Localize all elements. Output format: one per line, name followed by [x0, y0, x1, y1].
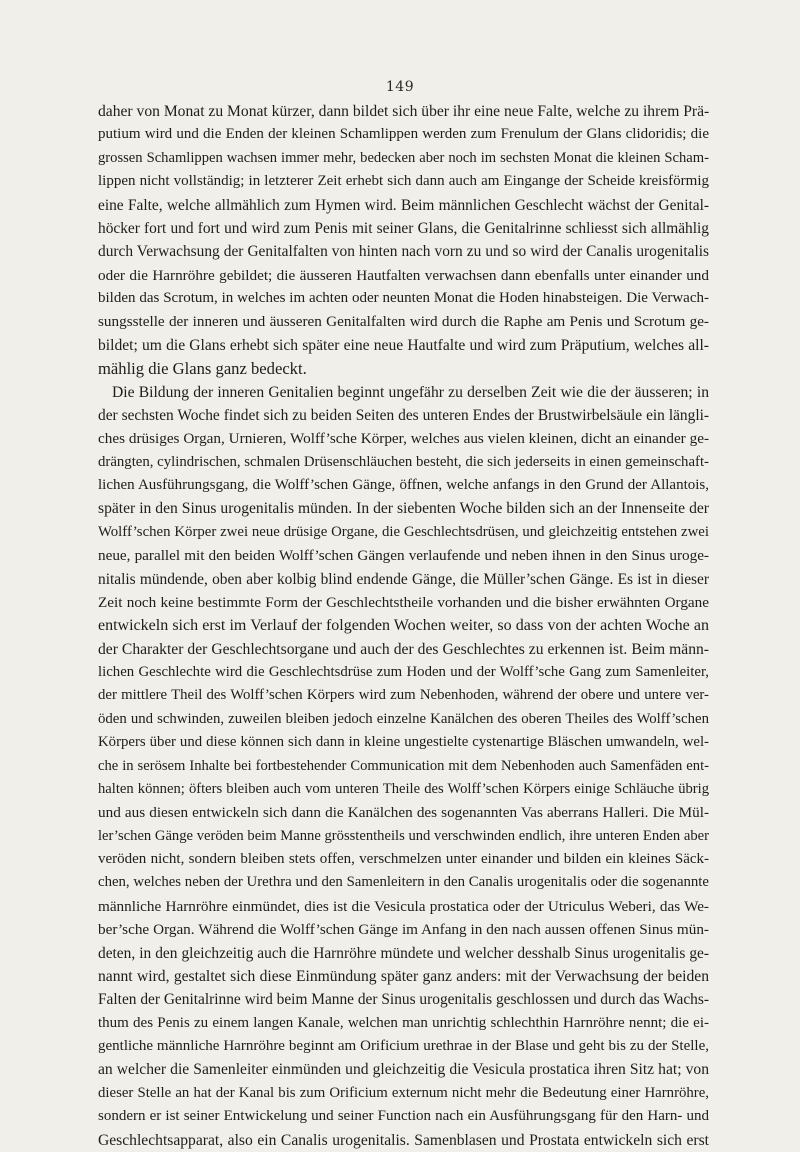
text-line: der Charakter der Geschlechtsorgane und auch der des Geschlechtes zu erkennen ist. Beim männ- [98, 640, 709, 658]
text-line: höcker fort und fort und wird zum Penis mit seiner Glans, die Genitalrinne schliesst sich allmählig [98, 219, 709, 237]
text-line: öden und schwinden, zuweilen bleiben jedoch einzelne Kanälchen des oberen Theiles des Wolff’schen [98, 710, 709, 727]
text-line: ler’schen Gänge veröden beim Manne grösstentheils und verschwinden endlich, ihre unteren Enden aber [98, 827, 709, 844]
text-line: halten können; öfters bleiben auch vom unteren Theile des Wolff’schen Körpers einige Schläuche übrig [98, 780, 709, 797]
text-line: durch Verwachsung der Genitalfalten von hinten nach vorn zu und so wird der Canalis urogenitalis [98, 243, 709, 261]
text-line: männliche Harnröhre einmündet, dies ist die Vesicula prostatica oder der Utriculus Weberi, das We- [98, 897, 709, 915]
text-line: mählig die Glans ganz bedeckt. [98, 359, 307, 379]
text-line: Falten der Genitalrinne wird beim Manne der Sinus urogenitalis geschlossen und durch das Wachs- [98, 991, 709, 1009]
text-line: daher von Monat zu Monat kürzer, dann bildet sich über ihr eine neue Falte, welche zu ihrem Prä- [98, 103, 709, 120]
text-line: nannt wird, gestaltet sich diese Einmündung später ganz anders: mit der Verwachsung der beiden [98, 967, 709, 985]
text-line: bilden das Scrotum, in welches im achten oder neunten Monat die Hoden hinabsteigen. Die Verwach- [98, 290, 709, 306]
text-line: und aus diesen entwickeln sich dann die Kanälchen des sogenannten Vas aberrans Halleri. Die Mül- [98, 804, 709, 822]
text-line: gentliche männliche Harnröhre beginnt am Orificium urethrae in der Blase und geht bis zu der Stelle, [98, 1038, 709, 1054]
text-line: an welcher die Samenleiter einmünden und gleichzeitig die Vesicula prostatica ihren Sitz hat; von [98, 1061, 709, 1079]
text-line: thum des Penis zu einem langen Kanale, welchen man unrichtig schlechthin Harnröhre nennt; die ei- [98, 1014, 709, 1031]
text-line: ches drüsiges Organ, Urnieren, Wolff’sche Körper, welches aus vielen kleinen, dicht an einander ge- [98, 430, 709, 448]
text-line: deten, in den gleichzeitig auch die Harnröhre mündete und welcher desshalb Sinus urogenitalis ge- [98, 944, 709, 962]
text-line: Geschlechtsapparat, also ein Canalis urogenitalis. Samenblasen und Prostata entwickeln sich erst [98, 1131, 709, 1149]
text-line: ber’sche Organ. Während die Wolff’schen Gänge im Anfang in den nach aussen offenen Sinus mün- [98, 921, 709, 939]
text-line: grossen Schamlippen wachsen immer mehr, bedecken aber noch im sechsten Monat die kleinen Scham- [98, 149, 709, 166]
text-line: neue, parallel mit den beiden Wolff’schen Gängen verlaufende und neben ihnen in den Sinus uroge- [98, 547, 709, 565]
text-line: lichen Geschlechte wird die Geschlechtsdrüse zum Hoden und der Wolff’sche Gang zum Samenleiter, [98, 664, 709, 680]
text-line: entwickeln sich erst im Verlauf der folgenden Wochen weiter, so dass von der achten Woche an [98, 617, 709, 635]
text-line: der sechsten Woche findet sich zu beiden Seiten des unteren Endes der Brustwirbelsäule ein längli- [98, 406, 709, 424]
text-line: chen, welches neben der Urethra und den Samenleitern in den Canalis urogenitalis oder die sogenannte [98, 874, 709, 891]
text-line: oder die Harnröhre gebildet; die äusseren Hautfalten verwachsen dann ebenfalls unter einander und [98, 266, 709, 284]
text-line: drängten, cylindrischen, schmalen Drüsenschläuchen besteht, die sich jederseits in einen gemeinschaft- [98, 453, 709, 470]
text-line: sondern er ist seiner Entwickelung und seiner Function nach ein Ausführungsgang für den Harn- und [98, 1108, 709, 1125]
text-line: sungsstelle der inneren und äusseren Genitalfalten wird durch die Raphe am Penis und Scrotum ge- [98, 313, 709, 331]
text-line: der mittlere Theil des Wolff’schen Körpers wird zum Nebenhoden, während der obere und untere ver- [98, 687, 709, 704]
text-line: dieser Stelle an hat der Kanal bis zum Orificium externum nicht mehr die Bedeutung einer Harnröhre, [98, 1084, 709, 1101]
text-line: putium wird und die Enden der kleinen Schamlippen werden zum Frenulum der Glans clidoridis; die [98, 126, 709, 143]
text-line: Zeit noch keine bestimmte Form der Geschlechtstheile vorhanden und die bisher erwähnten Organe [98, 593, 709, 611]
text-line: lichen Ausführungsgang, die Wolff’schen Gänge, öffnen, welche anfangs in den Grund der Allantois, [98, 477, 709, 493]
text-line: lippen nicht vollständig; in letzterer Zeit erhebt sich dann auch am Eingange der Scheide kreisförmig [98, 173, 709, 190]
text-line: Die Bildung der inneren Genitalien beginnt ungefähr zu derselben Zeit wie die der äusseren; in [112, 383, 709, 401]
body-text [98, 100, 709, 1152]
text-line: eine Falte, welche allmählich zum Hymen wird. Beim männlichen Geschlecht wächst der Genital- [98, 196, 709, 214]
text-line: nitalis mündende, oben aber kolbig blind endende Gänge, die Müller’schen Gänge. Es ist in dieser [98, 570, 709, 588]
text-line: che in serösem Inhalte bei fortbestehender Communication mit dem Nebenhoden auch Samenfäden ent- [98, 757, 709, 774]
text-line: Wolff’schen Körper zwei neue drüsige Organe, die Geschlechtsdrüsen, und gleichzeitig entstehen zwei [98, 523, 709, 540]
text-line: Körpers über und diese können sich dann in kleine ungestielte cystenartige Bläschen umwandeln, wel- [98, 734, 709, 751]
page-number: 149 [385, 79, 415, 95]
text-line: bildet; um die Glans erhebt sich später eine neue Hautfalte und wird zum Präputium, welches all- [98, 336, 709, 354]
text-line: später in den Sinus urogenitalis münden. In der siebenten Woche bilden sich an der Innenseite der [98, 500, 709, 518]
text-line: veröden nicht, sondern bleiben stets offen, verschmelzen unter einander und bilden ein kleines Säck- [98, 851, 709, 867]
